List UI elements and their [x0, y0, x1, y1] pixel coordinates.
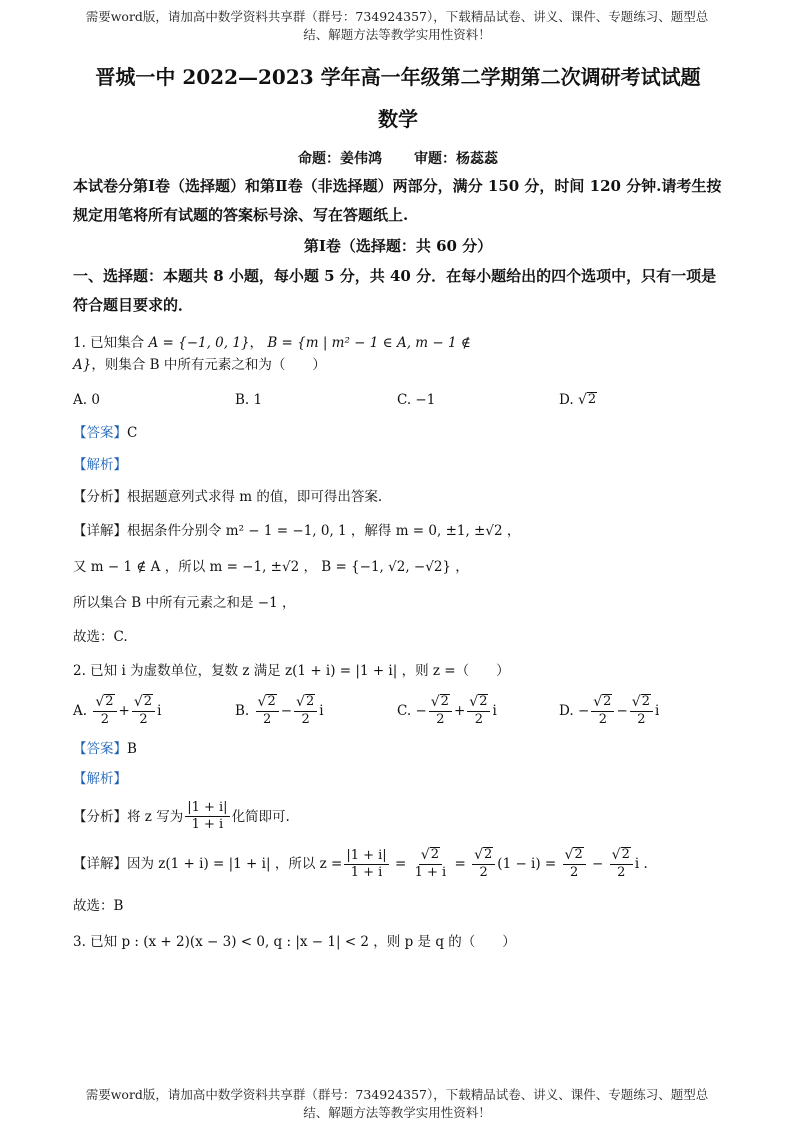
fraction: √ 2 2	[610, 847, 633, 881]
q2-conclusion: 故选：B	[73, 898, 124, 914]
part1-title: 第Ⅰ卷（选择题：共 60 分）	[303, 237, 493, 255]
q2-option-c-sign2: +	[453, 703, 466, 719]
denominator: 1 + i	[350, 864, 383, 880]
exam-page	[73, 62, 723, 953]
sqrt-symbol: √ 2	[577, 392, 597, 408]
denominator: 2	[598, 712, 607, 727]
section1-heading: 一、选择题：本题共 8 小题，每小题 5 分，共 40 分．在每小题给出的四个选项中，只有一项是符合题目要求的．	[73, 267, 717, 314]
radicand: 2	[267, 694, 276, 709]
radicand: 2	[440, 694, 449, 709]
q2-fenxi-post: 化简即可.	[231, 808, 290, 825]
answer-tag: 【答案】	[73, 425, 127, 441]
radicand: 2	[105, 694, 114, 709]
fraction: √ 2 2	[93, 694, 116, 728]
proposer: 命题：姜伟鸿	[298, 151, 382, 167]
banner-line-1: 需要word版，请加高中数学资料共享群（群号：734924357），下载精品试卷、讲义、课件、专题练习、题型总	[85, 9, 709, 24]
q1-option-d	[559, 392, 721, 408]
denominator: 2	[479, 865, 488, 880]
q2-option-b-label: B.	[235, 703, 250, 719]
q1-option-d-radicand: 2	[587, 392, 597, 407]
denominator: 2	[436, 712, 445, 727]
q2-analysis-tag: 【解析】	[73, 771, 127, 787]
denominator: 2	[617, 865, 626, 880]
banner-line-1: 需要word版，请加高中数学资料共享群（群号：734924357），下载精品试卷、讲义、课件、专题练习、题型总	[85, 1087, 709, 1102]
q1-setB: B = {m | m² − 1 ∈ A, m − 1 ∉ A}	[73, 335, 471, 373]
fraction: √ 2 2	[429, 694, 452, 728]
fraction: √ 2 2	[591, 694, 614, 728]
q1-option-c: C. −1	[397, 392, 436, 408]
question-1	[73, 332, 723, 376]
exam-title: 晋城一中 2022—2023 学年高一年级第二学期第二次调研考试试题	[95, 65, 701, 89]
q1-answer	[73, 422, 723, 444]
q2-option-d-label: D.	[559, 703, 574, 719]
fraction: √ 2 2	[563, 847, 586, 881]
q1-setA: A = {−1, 0, 1}	[148, 335, 250, 351]
denominator: 2	[139, 712, 148, 727]
detail-tag: 【详解】	[73, 523, 127, 539]
exam-authors	[73, 148, 723, 168]
fenxi-tag: 【分析】	[73, 808, 127, 825]
fraction: √ 2 1 + i	[414, 847, 447, 880]
q2-answer	[73, 738, 723, 760]
reviewer: 审题：杨蕊蕊	[414, 151, 498, 167]
q1-detail-1: 根据条件分别令 m² − 1 = −1, 0, 1 ，解得 m = 0, ±1, ±√2 ，	[127, 523, 521, 539]
q1-analysis-tag: 【解析】	[73, 457, 127, 473]
numerator: |1 + i|	[187, 800, 228, 815]
fenxi-tag: 【分析】	[73, 489, 127, 505]
radicand: 2	[641, 694, 650, 709]
imag-unit: i	[492, 703, 497, 719]
q2-option-a-label: A.	[73, 703, 88, 719]
denominator: 1 + i	[191, 817, 224, 832]
q2-option-c-sign1: −	[415, 703, 427, 719]
fraction: √ 2 2	[294, 694, 317, 728]
q2-option-c	[397, 694, 559, 728]
q2-detail-pre: 因为 z(1 + i) = |1 + i| ，所以 z =	[127, 856, 343, 872]
radicand: 2	[479, 694, 488, 709]
bottom-banner	[60, 1086, 734, 1122]
q2-fenxi	[73, 800, 723, 833]
fraction	[344, 848, 388, 881]
imag-unit: i	[319, 703, 324, 719]
q1-option-d-label: D.	[559, 392, 574, 408]
numerator: |1 + i|	[346, 847, 387, 863]
q2-option-a	[73, 694, 235, 728]
question-3: 3. 已知 p : (x + 2)(x − 3) < 0, q : |x − 1| < 2 ，则 p 是 q 的（ ）	[73, 934, 516, 950]
q2-option-d	[559, 694, 721, 728]
radicand: 2	[484, 847, 493, 862]
fraction: √ 2 2	[472, 847, 495, 881]
q2-detail: 【详解】 因为 z(1 + i) = |1 + i| ，所以 z = $\frac{|1 + i|}{1 + i}$ = √ 2 1 + i = √ 2 2 (1 − i) = √ 2 2 − √ 2 2 i .	[73, 847, 648, 880]
q1-conclusion: 故选：C.	[73, 629, 128, 645]
q2-option-b-sign2: −	[280, 703, 293, 719]
q1-detail-2: 又 m − 1 ∉ A ，所以 m = −1, ±√2 ， B = {−1, √2, −√2} ，	[73, 559, 469, 575]
q1-detail	[73, 520, 723, 542]
banner-line-2: 结、解题方法等教学实用性资料！	[303, 27, 491, 42]
exam-subject: 数学	[378, 107, 418, 131]
q2-option-b	[235, 694, 397, 728]
q2-option-a-sign2: +	[118, 703, 130, 719]
top-banner	[60, 8, 734, 44]
fraction: √ 2 2	[467, 694, 490, 728]
q1-fenxi	[73, 486, 723, 508]
denominator: 2	[569, 865, 579, 880]
q2-option-d-sign2: −	[616, 703, 628, 719]
radicand: 2	[574, 847, 583, 862]
radicand: 2	[430, 847, 439, 862]
fraction: √ 2 2	[132, 694, 155, 728]
q1-prefix: 1. 已知集合	[73, 335, 145, 351]
radicand: 2	[621, 847, 630, 862]
imag-unit: i	[654, 703, 660, 719]
q1-fenxi-text: 根据题意列式求得 m 的值，即可得出答案.	[127, 489, 383, 505]
denominator: 2	[637, 712, 646, 727]
q1-option-a: A. 0	[73, 392, 100, 408]
q2-option-d-sign1: −	[577, 703, 590, 719]
denominator: 1 + i	[414, 865, 447, 880]
radicand: 2	[305, 694, 315, 709]
imag-unit: i	[157, 703, 162, 719]
exam-intro: 本试卷分第Ⅰ卷（选择题）和第Ⅱ卷（非选择题）两部分，满分 150 分，时间 120 分钟.请考生按规定用笔将所有试题的答案标号涂、写在答题纸上.	[73, 177, 722, 224]
q1-option-b: B. 1	[235, 392, 263, 408]
q1-suffix: ，则集合 B 中所有元素之和为（ ）	[91, 357, 326, 373]
fraction: √ 2 2	[256, 694, 279, 728]
radicand: 2	[143, 694, 153, 709]
denominator: 2	[301, 712, 310, 727]
q1-detail-3: 所以集合 B 中所有元素之和是 −1 ，	[73, 595, 296, 611]
q2-detail-end: i .	[634, 856, 648, 872]
denominator: 2	[262, 712, 272, 727]
detail-tag: 【详解】	[73, 856, 127, 872]
q1-sep: ，	[249, 335, 264, 351]
question-2: 2. 已知 i 为虚数单位，复数 z 满足 z(1 + i) = |1 + i| ，则 z =（ ）	[73, 663, 510, 679]
fraction: √ 2 2	[630, 694, 653, 728]
denominator: 2	[474, 712, 483, 727]
q1-options	[73, 392, 723, 408]
q2-fenxi-pre: 将 z 写为	[127, 808, 184, 825]
fraction	[185, 800, 229, 833]
q2-answer-value: B	[127, 741, 137, 757]
q2-options	[73, 694, 723, 728]
q2-detail-mid: (1 − i) =	[497, 856, 557, 872]
q2-option-c-label: C.	[397, 703, 412, 719]
radicand: 2	[603, 694, 612, 709]
q1-answer-value: C	[127, 425, 138, 441]
denominator: 2	[100, 712, 110, 727]
answer-tag: 【答案】	[73, 741, 127, 757]
banner-line-2: 结、解题方法等教学实用性资料！	[303, 1105, 491, 1120]
